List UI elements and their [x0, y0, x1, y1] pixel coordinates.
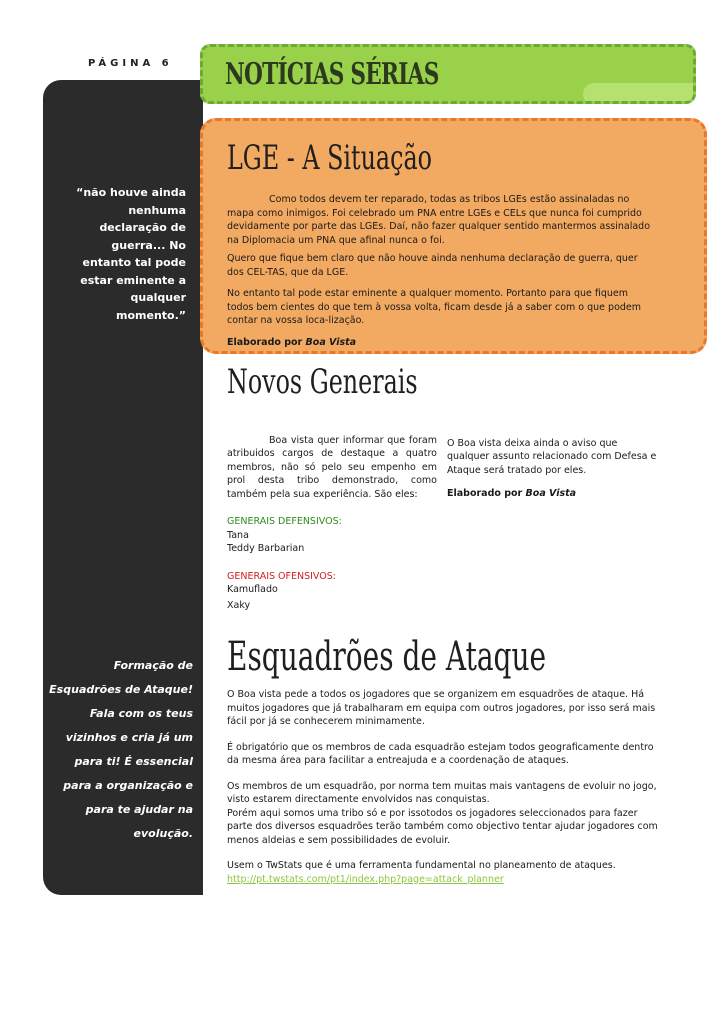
section-banner [200, 44, 696, 104]
generais-left-column [227, 424, 437, 612]
sidebar-note: Formação de Esquadrões de Ataque! Fala com os teus vizinhos e cria já um para ti! É essencial para a organização e para te ajudar na evolução. [49, 659, 193, 840]
esquadroes-paragraph-4: Porém aqui somos uma tribo só e por issotodos os jogadores seleccionados para fazer parte dos diversos esquadrões terão também como objectivo tentar ajudar jogadores com menos aldeias e sem possibilidades de evoluir. [227, 807, 658, 846]
esquadroes-paragraph-1: O Boa vista pede a todos os jogadores que se organizem em esquadrões de ataque. Há muitos jogadores que já trabalharam em equipa com outros jogadores, por isso será mais fácil por já se conhecerem minimamente. [227, 689, 656, 727]
generais-author-name: Boa Vista [525, 488, 577, 499]
esquadroes-paragraph-5: Usem o TwStats que é uma ferramenta fundamental no planeamento de ataques. [227, 860, 616, 871]
lge-author-prefix: Elaborado por [227, 336, 306, 348]
lge-paragraph-3: No entanto tal pode estar eminente a qualquer momento. Portanto para que fiquem todos bem cientes do que tem à vossa volta, ficam desde já a saber com o que podem contar na vossa loca-lização. [227, 288, 642, 326]
lge-paragraph-2: Quero que fique bem claro que não houve ainda nenhuma declaração de guerra, quer dos CEL-TAS, que da LGE. [227, 253, 638, 278]
offensive-label: GENERAIS OFENSIVOS: [227, 570, 336, 582]
generais-author-prefix: Elaborado por [447, 488, 526, 499]
esquadroes-paragraph-3: Os membros de um esquadrão, por norma tem muitas mais vantagens de evoluir no jogo, visto estarem directamente envolvidos nas conquistas. [227, 780, 657, 805]
generais-author [447, 487, 659, 501]
esquadroes-paragraph-2: É obrigatório que os membros de cada esquadrão estejam todos geograficamente dentro da mesma área para facilitar a entreajuda e a coordenação de ataques. [227, 741, 654, 766]
banner-title: NOTÍCIAS SÉRIAS [225, 57, 439, 92]
defensive-label: GENERAIS DEFENSIVOS: [227, 516, 342, 527]
page-number: PÁGINA 6 [88, 58, 173, 69]
lge-author-name: Boa Vista [305, 336, 357, 348]
generais-intro: Boa vista quer informar que foram atribuidos cargos de destaque a quatro membros, não só pelo seu empenho em prol desta tribo demonstrado, como também pela sua experiência. São eles: [227, 434, 437, 500]
generais-title: Novos Generais [227, 362, 418, 402]
sidebar-quote: “não houve ainda nenhuma declaração de guerra... No entanto tal pode estar eminente a qualquer momento.” [76, 186, 186, 322]
lge-title: LGE - A Situação [227, 138, 432, 178]
lge-author [227, 336, 655, 350]
banner-highlight [583, 83, 696, 104]
generais-notice: O Boa vista deixa ainda o aviso que qualquer assunto relacionado com Defesa e Ataque será tratado por eles. [447, 437, 657, 476]
esquadroes-body [227, 688, 659, 886]
generais-right-column [447, 427, 659, 510]
defensive-general: Teddy Barbarian [227, 543, 305, 554]
defensive-general: Tana [227, 529, 249, 541]
twstats-link[interactable]: http://pt.twstats.com/pt1/index.php?page=attack_planner [227, 873, 504, 885]
lge-paragraph-1: Como todos devem ter reparado, todas as tribos LGEs estão assinaladas no mapa como inimigos. Foi celebrado um PNA entre LGEs e CELs que nunca foi cumprido devidamente por parte das LGEs. Daí, não fazer qualquer sentido mantermos assinalado na Diplomacia um PNA que afinal nunca o foi. [227, 194, 651, 246]
lge-article-body [227, 193, 655, 354]
offensive-general: Xaky [227, 599, 251, 611]
esquadroes-title: Esquadrões de Ataque [227, 634, 547, 680]
offensive-general: Kamuflado [227, 584, 278, 595]
